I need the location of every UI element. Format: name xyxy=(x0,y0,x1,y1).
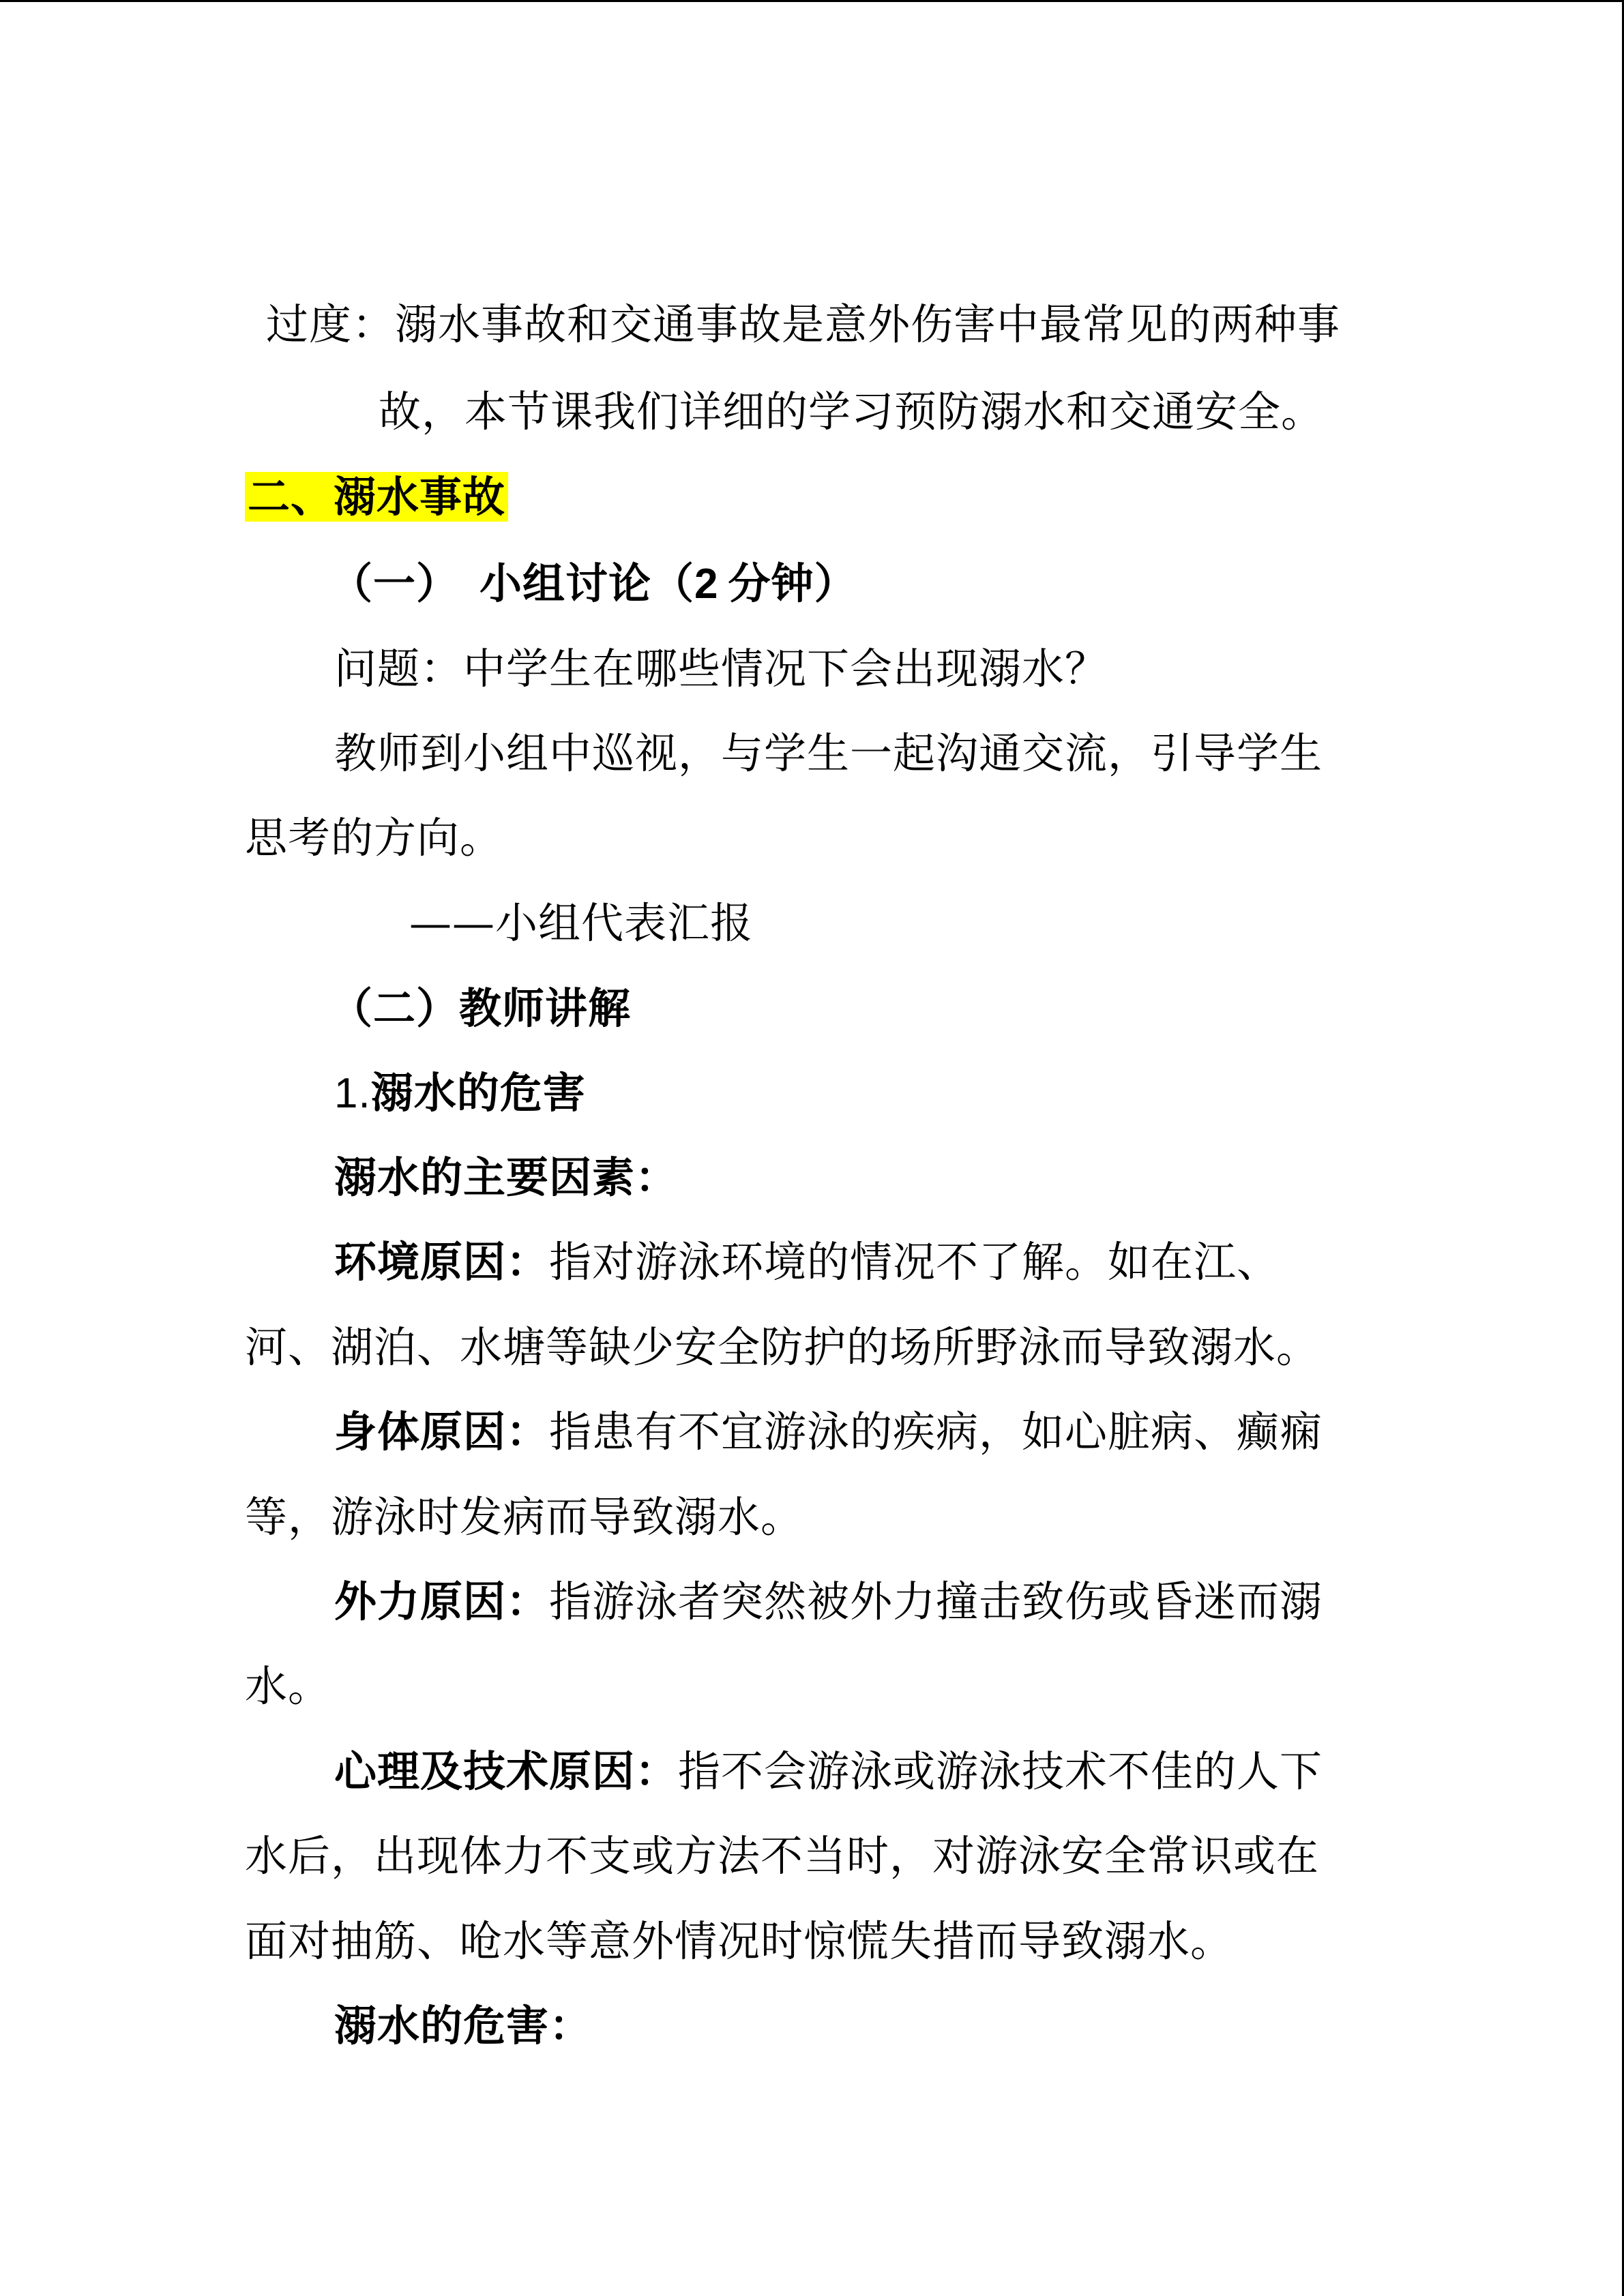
harm-label: 溺水的危害： xyxy=(334,2001,593,2051)
section-heading-highlight: 二、溺水事故 xyxy=(245,472,508,522)
item-1-text: 溺水的危害 xyxy=(370,1068,586,1118)
teacher-paragraph-line-1: 教师到小组中巡视，与学生一起沟通交流，引导学生 xyxy=(334,728,1323,778)
group-discussion-text-a: 小组讨论（ xyxy=(479,558,695,608)
item-1-number: 1. xyxy=(334,1070,371,1117)
external-factor-line-2: 水。 xyxy=(245,1661,331,1711)
external-factor-text: 指游泳者突然被外力撞击致伤或昏迷而溺 xyxy=(549,1577,1323,1626)
group-report-line: ——小组代表汇报 xyxy=(409,898,754,948)
environment-factor-text: 指对游泳环境的情况不了解。如在江、 xyxy=(549,1237,1280,1287)
question-line: 问题：中学生在哪些情况下会出现溺水？ xyxy=(334,644,1108,694)
group-discussion-text-b: 分钟） xyxy=(728,558,857,608)
teacher-explain-heading: （二）教师讲解 xyxy=(330,983,632,1033)
psych-factor-line-1 xyxy=(334,1744,1323,1799)
environment-factor-label: 环境原因： xyxy=(334,1237,550,1287)
body-factor-text: 指患有不宜游泳的疾病，如心脏病、癫痫 xyxy=(549,1407,1323,1457)
item-1-heading xyxy=(334,1066,586,1121)
psych-factor-text: 指不会游泳或游泳技术不佳的人下 xyxy=(678,1746,1323,1796)
group-discussion-number: 2 xyxy=(694,561,719,608)
body-factor-line-1 xyxy=(334,1405,1323,1459)
group-discussion-prefix: （一） xyxy=(330,558,460,608)
transition-line-1: 过度：溺水事故和交通事故是意外伤害中最常见的两种事 xyxy=(266,299,1341,349)
section-heading xyxy=(245,470,508,524)
transition-line-2: 故，本节课我们详细的学习预防溺水和交通安全。 xyxy=(379,387,1325,436)
psych-factor-label: 心理及技术原因： xyxy=(334,1746,679,1796)
external-factor-label: 外力原因： xyxy=(334,1577,550,1626)
body-factor-line-2: 等，游泳时发病而导致溺水。 xyxy=(245,1492,804,1542)
psych-factor-line-2: 水后，出现体力不支或方法不当时，对游泳安全常识或在 xyxy=(245,1831,1320,1881)
environment-factor-line-2: 河、湖泊、水塘等缺少安全防护的场所野泳而导致溺水。 xyxy=(245,1322,1320,1372)
external-factor-line-1 xyxy=(334,1575,1323,1629)
teacher-paragraph-line-2: 思考的方向。 xyxy=(245,813,503,863)
environment-factor-line-1 xyxy=(334,1235,1280,1289)
main-factors-label: 溺水的主要因素： xyxy=(334,1152,679,1202)
body-factor-label: 身体原因： xyxy=(334,1407,550,1457)
psych-factor-line-3: 面对抽筋、呛水等意外情况时惊慌失措而导致溺水。 xyxy=(245,1916,1234,1966)
group-discussion-heading xyxy=(330,556,857,612)
